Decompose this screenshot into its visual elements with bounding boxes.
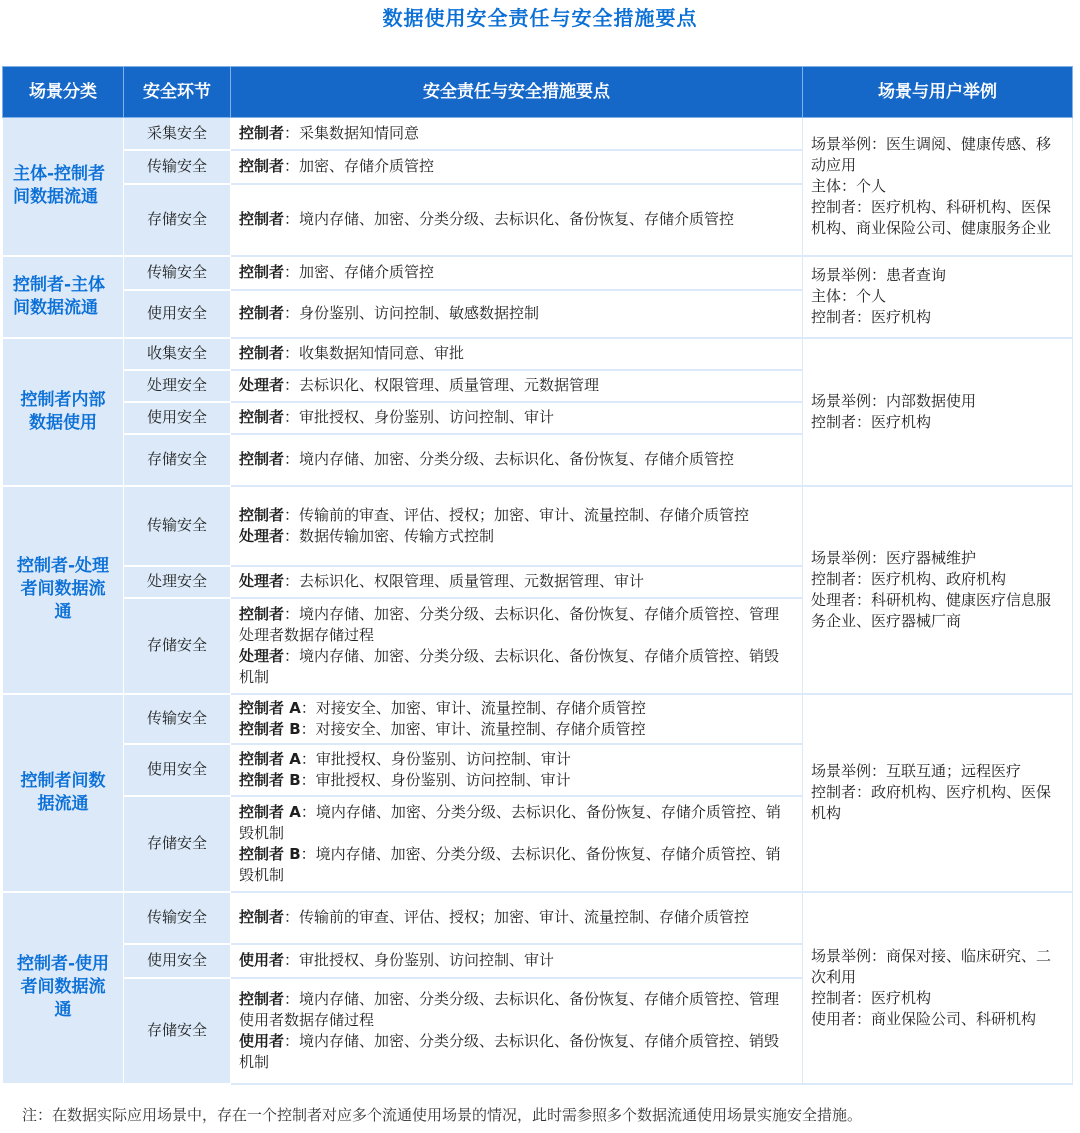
header-scenario-examples: 场景与用户举例	[803, 67, 1073, 118]
security-step: 使用安全	[124, 744, 231, 796]
measure-line	[239, 989, 794, 1031]
security-measures	[231, 796, 803, 892]
role-label: 控制者	[239, 344, 285, 362]
measure-text: ：传输前的审查、评估、授权；加密、审计、流量控制、存储介质管控	[284, 505, 750, 524]
security-measures	[231, 598, 803, 694]
role-label: 控制者	[239, 505, 285, 524]
table-row	[3, 256, 1073, 290]
role-label: 控制者	[239, 408, 285, 426]
security-measures	[231, 338, 803, 370]
measure-text: ：境内存储、加密、分类分级、去标识化、备份恢复、存储介质管控、管理处理者数据存储过程	[239, 604, 780, 644]
measure-text: ：收集数据知情同意、审批	[284, 344, 465, 362]
security-step: 收集安全	[124, 338, 231, 370]
role-label: 控制者	[239, 604, 285, 623]
header-security-step: 安全环节	[124, 67, 231, 118]
measure-text: ：境内存储、加密、分类分级、去标识化、备份恢复、存储介质管控、管理使用者数据存储过程	[239, 989, 780, 1029]
security-step: 使用安全	[124, 290, 231, 338]
measure-line	[239, 303, 794, 324]
example-line: 场景举例：医疗器械维护	[811, 548, 977, 567]
security-measures	[231, 694, 803, 744]
security-step: 存储安全	[124, 978, 231, 1084]
measure-line	[239, 571, 794, 592]
measure-line	[239, 907, 794, 928]
example-line: 场景举例：商保对接、临床研究、二次利用	[811, 946, 1052, 986]
scenario-examples	[803, 338, 1073, 486]
measure-text: ：境内存储、加密、分类分级、去标识化、备份恢复、存储介质管控、销毁机制	[239, 802, 781, 842]
example-line: 场景举例：医生调阅、健康传感、移动应用	[811, 134, 1052, 174]
measure-line	[239, 526, 794, 547]
table-row	[3, 486, 1073, 566]
role-label: 控制者	[239, 304, 285, 322]
role-label: 控制者 A	[239, 698, 301, 717]
security-measures	[231, 486, 803, 566]
security-measures	[231, 256, 803, 290]
role-label: 控制者	[239, 210, 285, 228]
measure-line	[239, 375, 794, 396]
measure-line	[239, 1031, 794, 1073]
scenario-category: 控制者间数据流通	[3, 694, 124, 892]
security-step: 传输安全	[124, 694, 231, 744]
security-step: 传输安全	[124, 150, 231, 184]
role-label: 使用者	[239, 951, 285, 969]
scenario-category: 主体-控制者间数据流通	[3, 118, 124, 256]
measure-text: ：审批授权、身份鉴别、访问控制、审计	[300, 770, 571, 789]
role-label: 控制者	[239, 989, 285, 1008]
example-line: 场景举例：内部数据使用	[811, 391, 977, 410]
measure-line	[239, 343, 794, 364]
measure-text: ：境内存储、加密、分类分级、去标识化、备份恢复、存储介质管控	[284, 210, 735, 228]
measure-text: ：数据传输加密、传输方式控制	[284, 526, 495, 545]
role-label: 使用者	[239, 1031, 285, 1050]
security-measures	[231, 402, 803, 434]
measure-line	[239, 646, 794, 688]
measure-line	[239, 698, 794, 719]
measure-text: ：审批授权、身份鉴别、访问控制、审计	[284, 408, 555, 426]
measure-line	[239, 262, 794, 283]
role-label: 处理者	[239, 376, 285, 394]
example-line: 控制者：医疗机构、政府机构	[811, 569, 1007, 588]
role-label: 控制者	[239, 157, 285, 175]
measure-text: ：境内存储、加密、分类分级、去标识化、备份恢复、存储介质管控、销毁机制	[239, 1031, 780, 1071]
role-label: 控制者 A	[239, 749, 301, 768]
measure-text: ：身份鉴别、访问控制、敏感数据控制	[284, 304, 540, 322]
measure-text: ：境内存储、加密、分类分级、去标识化、备份恢复、存储介质管控	[284, 450, 735, 468]
measure-line	[239, 505, 794, 526]
security-measures	[231, 892, 803, 944]
security-measures	[231, 118, 803, 150]
table-row	[3, 892, 1073, 944]
scenario-examples	[803, 892, 1073, 1084]
role-label: 处理者	[239, 572, 285, 590]
security-measures	[231, 744, 803, 796]
role-label: 控制者	[239, 263, 285, 281]
role-label: 处理者	[239, 526, 285, 545]
role-label: 控制者	[239, 123, 285, 142]
table-row	[3, 338, 1073, 370]
role-label: 控制者 B	[239, 844, 301, 863]
measure-line	[239, 407, 794, 428]
measure-line	[239, 770, 794, 791]
measure-text: ：境内存储、加密、分类分级、去标识化、备份恢复、存储介质管控、销毁机制	[239, 844, 781, 884]
scenario-examples	[803, 118, 1073, 256]
measure-line	[239, 156, 794, 177]
measure-text: ：采集数据知情同意	[284, 123, 420, 142]
measure-line	[239, 844, 794, 886]
measure-line	[239, 209, 794, 230]
measure-line	[239, 604, 794, 646]
security-step: 存储安全	[124, 598, 231, 694]
security-measures	[231, 434, 803, 486]
measure-text: ：对接安全、加密、审计、流量控制、存储介质管控	[300, 698, 646, 717]
header-security-measures: 安全责任与安全措施要点	[231, 67, 803, 118]
example-line: 控制者：医疗机构、科研机构、医保机构、商业保险公司、健康服务企业	[811, 197, 1052, 237]
role-label: 处理者	[239, 646, 285, 665]
scenario-category: 控制者-使用者间数据流通	[3, 892, 124, 1084]
measure-text: ：去标识化、权限管理、质量管理、元数据管理	[284, 376, 600, 394]
example-line: 场景举例：互联互通；远程医疗	[811, 762, 1022, 780]
measure-text: ：审批授权、身份鉴别、访问控制、审计	[300, 749, 571, 768]
role-label: 控制者 A	[239, 802, 301, 821]
measure-text: ：加密、存储介质管控	[284, 157, 435, 175]
page-title: 数据使用安全责任与安全措施要点	[382, 6, 698, 30]
example-line: 控制者：医疗机构	[811, 412, 932, 431]
table-row	[3, 694, 1073, 744]
security-measures	[231, 566, 803, 598]
measure-text: ：审批授权、身份鉴别、访问控制、审计	[284, 951, 555, 969]
security-measures	[231, 370, 803, 402]
role-label: 控制者	[239, 450, 285, 468]
header-scenario-category: 场景分类	[3, 67, 124, 118]
role-label: 控制者	[239, 908, 285, 926]
measure-line	[239, 449, 794, 470]
example-line: 场景举例：患者查询	[811, 266, 947, 284]
example-line: 主体：个人	[811, 176, 887, 195]
example-line: 控制者：政府机构、医疗机构、医保机构	[811, 783, 1052, 822]
security-step: 处理安全	[124, 566, 231, 598]
security-step: 传输安全	[124, 256, 231, 290]
security-measures	[231, 944, 803, 978]
table-header-row	[3, 67, 1073, 118]
scenario-category: 控制者-主体间数据流通	[3, 256, 124, 338]
measure-text: ：对接安全、加密、审计、流量控制、存储介质管控	[300, 719, 646, 738]
example-line: 主体：个人	[811, 287, 887, 305]
example-line: 控制者：医疗机构	[811, 308, 932, 326]
role-label: 控制者 B	[239, 770, 301, 789]
security-step: 传输安全	[124, 892, 231, 944]
security-step: 使用安全	[124, 402, 231, 434]
security-step: 采集安全	[124, 118, 231, 150]
scenario-examples	[803, 694, 1073, 892]
measure-line	[239, 950, 794, 971]
footnote: 注：在数据实际应用场景中，存在一个控制者对应多个流通使用场景的情况，此时需参照多个数据流通使用场景实施安全措施。	[22, 1106, 863, 1124]
security-measures	[231, 290, 803, 338]
measure-line	[239, 802, 794, 844]
security-step: 处理安全	[124, 370, 231, 402]
security-step: 存储安全	[124, 796, 231, 892]
measure-line	[239, 123, 794, 144]
scenario-category: 控制者内部数据使用	[3, 338, 124, 486]
example-line: 使用者：商业保险公司、科研机构	[811, 1009, 1037, 1028]
measure-text: ：境内存储、加密、分类分级、去标识化、备份恢复、存储介质管控、销毁机制	[239, 646, 780, 686]
table-row	[3, 118, 1073, 150]
measure-text: ：加密、存储介质管控	[284, 263, 435, 281]
measure-text: ：传输前的审查、评估、授权；加密、审计、流量控制、存储介质管控	[284, 908, 750, 926]
security-measures	[231, 150, 803, 184]
example-line: 处理者：科研机构、健康医疗信息服务企业、医疗器械厂商	[811, 590, 1052, 630]
scenario-examples	[803, 256, 1073, 338]
security-table	[2, 66, 1073, 1085]
role-label: 控制者 B	[239, 719, 301, 738]
scenario-category: 控制者-处理者间数据流通	[3, 486, 124, 694]
security-step: 存储安全	[124, 184, 231, 256]
security-measures	[231, 978, 803, 1084]
scenario-examples	[803, 486, 1073, 694]
measure-text: ：去标识化、权限管理、质量管理、元数据管理、审计	[284, 572, 645, 590]
security-step: 使用安全	[124, 944, 231, 978]
measure-line	[239, 749, 794, 770]
security-step: 传输安全	[124, 486, 231, 566]
example-line: 控制者：医疗机构	[811, 988, 932, 1007]
security-measures	[231, 184, 803, 256]
table-body	[3, 118, 1073, 1084]
security-step: 存储安全	[124, 434, 231, 486]
measure-line	[239, 719, 794, 740]
